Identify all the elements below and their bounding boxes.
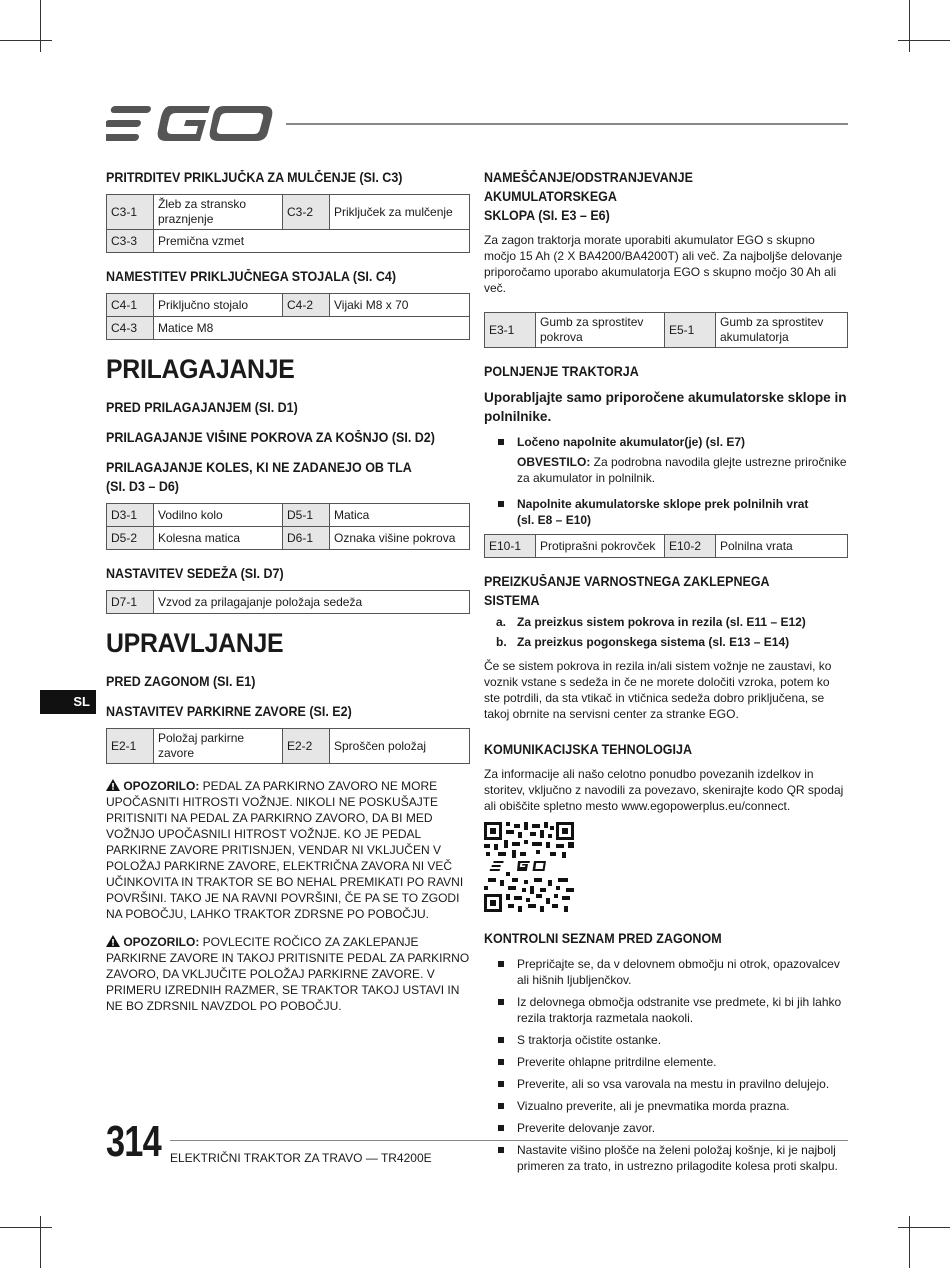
c3-parts-table — [106, 194, 470, 253]
table-row — [107, 195, 470, 230]
part-code: E2-1 — [107, 729, 154, 764]
part-desc: Položaj parkirne zavore — [154, 729, 283, 764]
part-code: E10-1 — [485, 535, 536, 558]
warning-icon — [106, 935, 120, 947]
d3-heading — [106, 458, 441, 496]
part-desc: Vijaki M8 x 70 — [330, 294, 470, 317]
part-desc: Matica — [330, 504, 470, 527]
warning-icon — [106, 779, 120, 791]
part-desc: Gumb za sprostitev pokrova — [536, 313, 665, 348]
part-code: E3-1 — [485, 313, 536, 348]
c3-heading: PRITRDITEV PRIKLJUČKA ZA MULČENJE (SI. C3) — [106, 170, 403, 185]
table-row — [485, 313, 848, 348]
checklist-item: Preverite delovanje zavor. — [484, 1120, 848, 1136]
safety-heading: PREIZKUŠANJE VARNOSTNEGA ZAKLEPNEGA SISTEMA — [484, 574, 770, 608]
checklist-item: Nastavite višino plošče na želeni položaj košnje, ki je najbolj primeren za trato, in ustrezno prilagodite kolesa proti skalpu. — [484, 1142, 848, 1174]
ego-logo — [106, 104, 276, 144]
e3-heading — [484, 168, 819, 225]
charging-heading: POLNJENJE TRAKTORJA — [484, 364, 639, 379]
warning-label: OPOZORILO: — [123, 935, 200, 949]
part-desc: Premična vzmet — [154, 230, 470, 253]
part-code: D3-1 — [107, 504, 154, 527]
crop-mark — [0, 1227, 52, 1228]
table-row — [107, 504, 470, 527]
list-item — [484, 496, 848, 528]
part-desc: Žleb za stransko praznjenje — [154, 195, 283, 230]
crop-mark — [40, 1216, 41, 1268]
footer-rule — [170, 1140, 848, 1141]
checklist-heading: KONTROLNI SEZNAM PRED ZAGONOM — [484, 931, 722, 946]
notice-text: Za podrobna navodila glejte ustrezne priročnike za akumulator in polnilnik. — [517, 455, 847, 485]
e3-heading-line2: SKLOPA (SI. E3 – E6) — [484, 208, 610, 223]
part-code: E2-2 — [283, 729, 330, 764]
part-desc: Sproščen položaj — [330, 729, 470, 764]
safety-list — [484, 614, 848, 650]
warning-label: OPOZORILO: — [123, 779, 200, 793]
list-letter: a. — [496, 615, 507, 629]
language-tab: SL — [40, 690, 96, 714]
part-code: E5-1 — [665, 313, 716, 348]
e2-parts-table — [106, 728, 470, 764]
checklist-item: S traktorja očistite ostanke. — [484, 1032, 848, 1048]
checklist — [484, 956, 848, 1174]
part-desc: Gumb za sprostitev akumulatorja — [716, 313, 848, 348]
part-code: E10-2 — [665, 535, 716, 558]
e3-heading-line1: NAMEŠČANJE/ODSTRANJEVANJE AKUMULATORSKEGA — [484, 170, 693, 204]
table-row — [107, 230, 470, 253]
list-item-text: Za preizkus pogonskega sistema (sl. E13 – E14) — [517, 635, 790, 649]
part-desc: Priključek za mulčenje — [330, 195, 470, 230]
header-rule — [286, 123, 848, 125]
checklist-item: Preverite ohlapne pritrdilne elemente. — [484, 1054, 848, 1070]
c4-parts-table — [106, 293, 470, 340]
page-number: 314 — [106, 1117, 161, 1166]
list-item-text: Za preizkus sistem pokrova in rezila (sl. E11 – E12) — [517, 615, 806, 629]
list-item-text: (sl. E8 – E10) — [517, 513, 592, 527]
notice — [517, 454, 848, 486]
section-heading-adjust: PRILAGAJANJE — [106, 354, 295, 384]
warning-block — [106, 934, 470, 1014]
part-code: C3-2 — [283, 195, 330, 230]
part-desc: Polnilna vrata — [716, 535, 848, 558]
comm-paragraph: Za informacije ali našo celotno ponudbo povezanih izdelkov in storitev, vključno z navodili za povezavo, skenirajte kodo QR spodaj ali obiščite spletno mesto www.egopowerplus.eu/connect. — [484, 767, 844, 813]
notice-label: OBVESTILO: — [517, 455, 591, 469]
d3-heading-line2: (SI. D3 – D6) — [106, 479, 179, 494]
warning-text: POVLECITE ROČICO ZA ZAKLEPANJE PARKIRNE ZAVORE IN TAKOJ PRITISNITE PEDAL ZA PARKIRNO ZAVORO, DA VKLJUČITE POLOŽAJ PARKIRNE ZAVORE. V PRIMERU IZREDNIH RAZMER, SE TRAKTOR TAKOJ USTAVI IN NE BO ZDRSNIL NAVZDOL PO POBOČJU. — [106, 935, 470, 1013]
d1-heading: PRED PRILAGAJANJEM (SI. D1) — [106, 400, 298, 415]
warning-block — [106, 778, 470, 922]
charging-lead: Uporabljajte samo priporočene akumulatorske sklope in polnilnike. — [484, 390, 847, 424]
list-item — [484, 634, 848, 650]
table-row — [107, 729, 470, 764]
part-desc: Vodilno kolo — [154, 504, 283, 527]
part-code: D5-1 — [283, 504, 330, 527]
e2-heading: NASTAVITEV PARKIRNE ZAVORE (SI. E2) — [106, 704, 352, 719]
table-row — [485, 535, 848, 558]
safety-paragraph: Če se sistem pokrova in rezila in/ali sistem vožnje ne zaustavi, ko voznik vstane s sedeža in če ne morete določiti vzroka, potem ko ste potrdili, da sta vtikač in vtičnica sedeža dobro priključena, se takoj obrnite na servisni center za stranke EGO. — [484, 659, 832, 721]
part-code: D5-2 — [107, 527, 154, 550]
part-code: C3-3 — [107, 230, 154, 253]
list-letter: b. — [496, 635, 507, 649]
c4-heading: NAMESTITEV PRIKLJUČNEGA STOJALA (SI. C4) — [106, 269, 397, 284]
checklist-item: Prepričajte se, da v delovnem območju ni otrok, opazovalcev ali hišnih ljubljenčkov. — [484, 956, 848, 988]
crop-mark — [898, 1227, 950, 1228]
crop-mark — [909, 0, 910, 52]
checklist-item: Iz delovnega območja odstranite vse predmete, ki bi jih lahko rezila traktorja razmetala naokoli. — [484, 994, 848, 1026]
table-row — [107, 294, 470, 317]
qr-code — [484, 822, 574, 912]
charging-list — [484, 434, 848, 528]
e3-parts-table — [484, 312, 848, 348]
section-heading-operation: UPRAVLJANJE — [106, 628, 284, 658]
part-code: D7-1 — [107, 591, 154, 614]
right-column — [484, 168, 848, 1184]
part-desc: Protiprašni pokrovček — [536, 535, 665, 558]
d7-parts-table — [106, 590, 470, 614]
part-code: C4-3 — [107, 317, 154, 340]
part-desc: Priključno stojalo — [154, 294, 283, 317]
part-desc: Oznaka višine pokrova — [330, 527, 470, 550]
part-code: C4-1 — [107, 294, 154, 317]
part-desc: Kolesna matica — [154, 527, 283, 550]
warning-text: PEDAL ZA PARKIRNO ZAVORO NE MORE UPOČASNITI HITROSTI VOŽNJE. NIKOLI NE POSKUŠAJTE PRITISNITI NA PEDAL ZA PARKIRNO ZAVORO, DA BI MED VOŽNJO UPOČASNILI HITROST VOŽNJE. KO JE PEDAL PARKIRNE ZAVORE PRITISNJEN, VENDAR NI VKLJUČEN V POLOŽAJ PARKIRNE ZAVORE, ELEKTRIČNA ZAVORA NI VEČ UČINKOVITA IN TRAKTOR SE BO NEHAL PREMIKATI PO RAVNI POVRŠINI. TAKO JE NA RAVNI POVRŠINI, ČE PA SE TO ZGODI NA POBOČJU, LAHKO TRAKTOR ZDRSNE PO POBOČJU. — [106, 779, 464, 921]
part-code: C4-2 — [283, 294, 330, 317]
checklist-item: Preverite, ali so vsa varovala na mestu in pravilno delujejo. — [484, 1076, 848, 1092]
list-item-text: Ločeno napolnite akumulator(je) (sl. E7) — [517, 435, 746, 449]
table-row — [107, 591, 470, 614]
part-desc: Matice M8 — [154, 317, 470, 340]
d3-parts-table — [106, 503, 470, 550]
footer-title: ELEKTRIČNI TRAKTOR ZA TRAVO — TR4200E — [170, 1151, 432, 1165]
e3-paragraph: Za zagon traktorja morate uporabiti akumulator EGO s skupno močjo 15 Ah (2 X BA4200/BA4200T) ali več. Za najboljše delovanje priporočamo uporabo akumulatorja EGO s skupno močjo 30 Ah ali več. — [484, 233, 843, 295]
list-item — [484, 614, 848, 630]
checklist-item: Vizualno preverite, ali je pnevmatika morda prazna. — [484, 1098, 848, 1114]
comm-heading: KOMUNIKACIJSKA TEHNOLOGIJA — [484, 742, 692, 757]
left-column — [106, 168, 470, 1026]
e10-parts-table — [484, 534, 848, 558]
crop-mark — [898, 40, 950, 41]
d3-heading-line1: PRILAGAJANJE KOLES, KI NE ZADANEJO OB TLA — [106, 460, 412, 475]
table-row — [107, 317, 470, 340]
part-code: D6-1 — [283, 527, 330, 550]
part-desc: Vzvod za prilagajanje položaja sedeža — [154, 591, 470, 614]
crop-mark — [909, 1216, 910, 1268]
d2-heading: PRILAGAJANJE VIŠINE POKROVA ZA KOŠNJO (SI. D2) — [106, 430, 435, 445]
table-row — [107, 527, 470, 550]
e1-heading: PRED ZAGONOM (SI. E1) — [106, 674, 256, 689]
crop-mark — [40, 0, 41, 52]
part-code: C3-1 — [107, 195, 154, 230]
crop-mark — [0, 40, 52, 41]
list-item-text: Napolnite akumulatorske sklope prek polnilnih vrat — [517, 497, 809, 511]
list-item — [484, 434, 848, 486]
d7-heading: NASTAVITEV SEDEŽA (SI. D7) — [106, 566, 284, 581]
